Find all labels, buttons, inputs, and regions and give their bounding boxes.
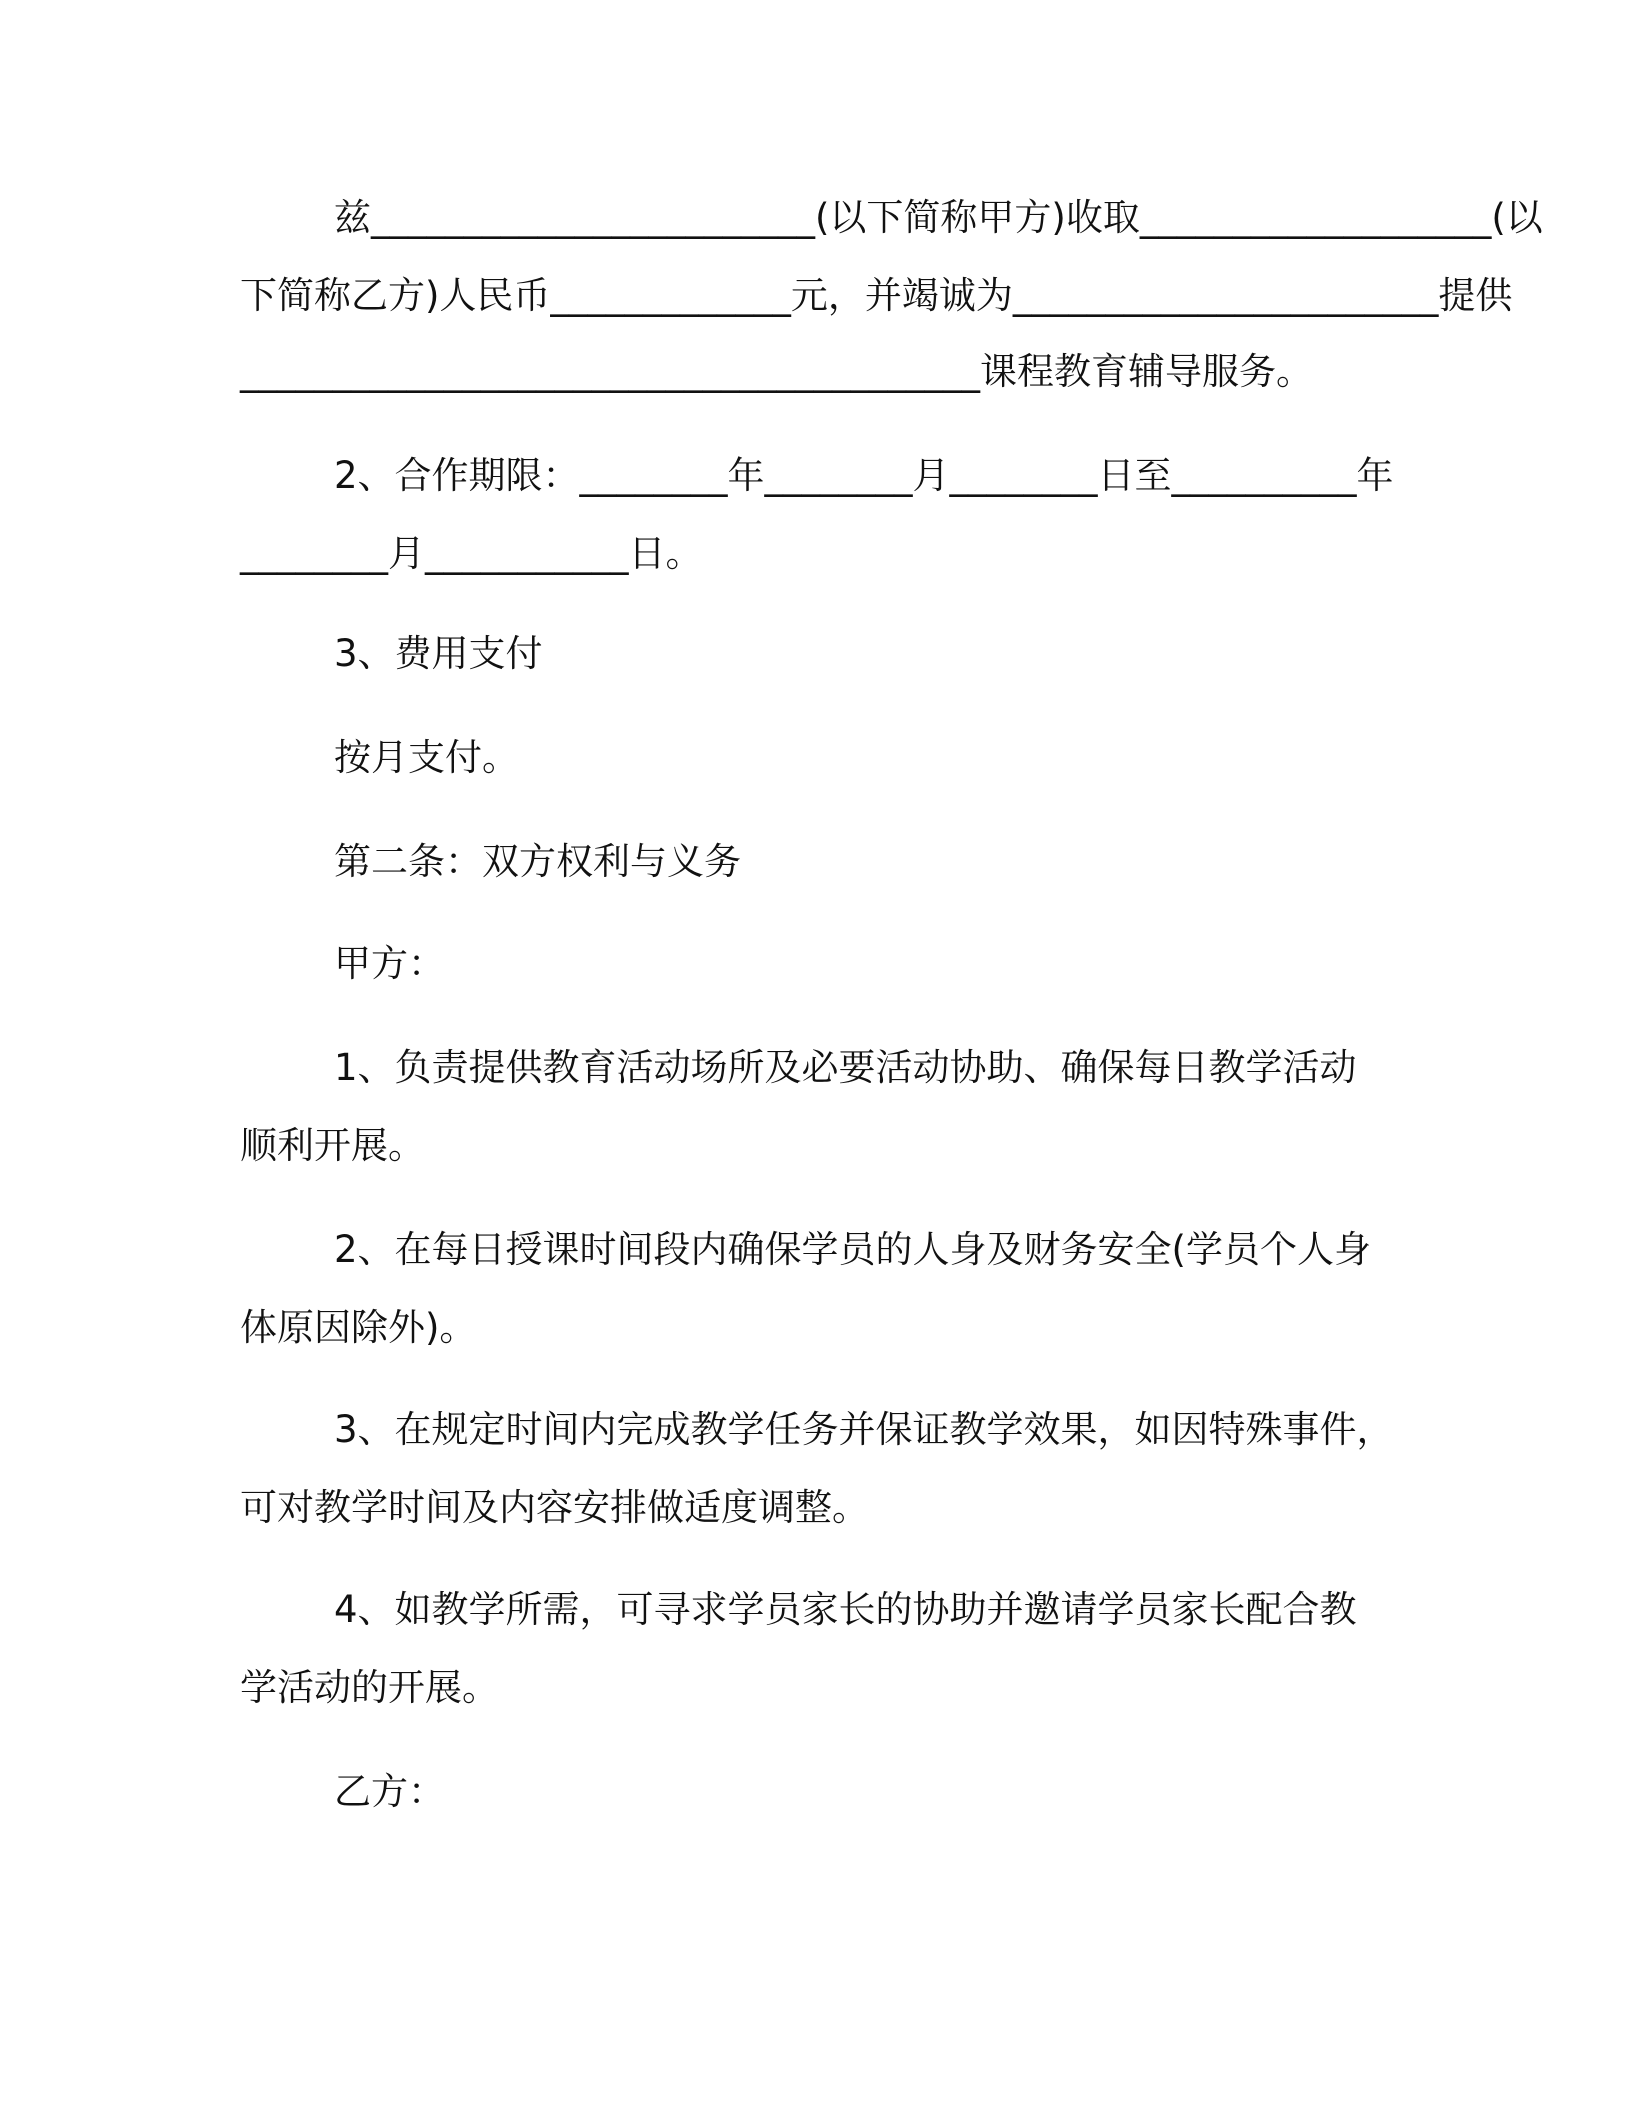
party-b-heading: 乙方： [334,1770,445,1813]
term-period-line-2: ________月___________日。 [240,532,703,575]
party-a-item-3-line-1: 3、在规定时间内完成教学任务并保证教学效果，如因特殊事件， [334,1408,1394,1451]
party-a-item-3-line-2: 可对教学时间及内容安排做适度调整。 [240,1486,869,1529]
clause-1-line-2: 下简称乙方)人民币_____________元，并竭诚为_______________________提供 [240,274,1513,317]
party-a-item-4-line-1: 4、如教学所需，可寻求学员家长的协助并邀请学员家长配合教 [334,1588,1357,1631]
clause-1-line-1: 兹________________________(以下简称甲方)收取___________________(以 [334,196,1543,239]
fee-payment-heading: 3、费用支付 [334,632,543,675]
party-a-item-2-line-1: 2、在每日授课时间段内确保学员的人身及财务安全(学员个人身 [334,1228,1371,1271]
party-a-item-4-line-2: 学活动的开展。 [240,1666,499,1709]
clause-1-line-3: ________________________________________课程教育辅导服务。 [240,350,1313,393]
fee-payment-text: 按月支付。 [334,736,519,779]
party-a-heading: 甲方： [334,942,445,985]
term-period-line-1: 2、合作期限：________年________月________日至__________年 [334,454,1394,497]
party-a-item-1-line-1: 1、负责提供教育活动场所及必要活动协助、确保每日教学活动 [334,1046,1357,1089]
party-a-item-1-line-2: 顺利开展。 [240,1124,425,1167]
article-2-heading: 第二条：双方权利与义务 [334,840,741,883]
party-a-item-2-line-2: 体原因除外)。 [240,1306,477,1349]
